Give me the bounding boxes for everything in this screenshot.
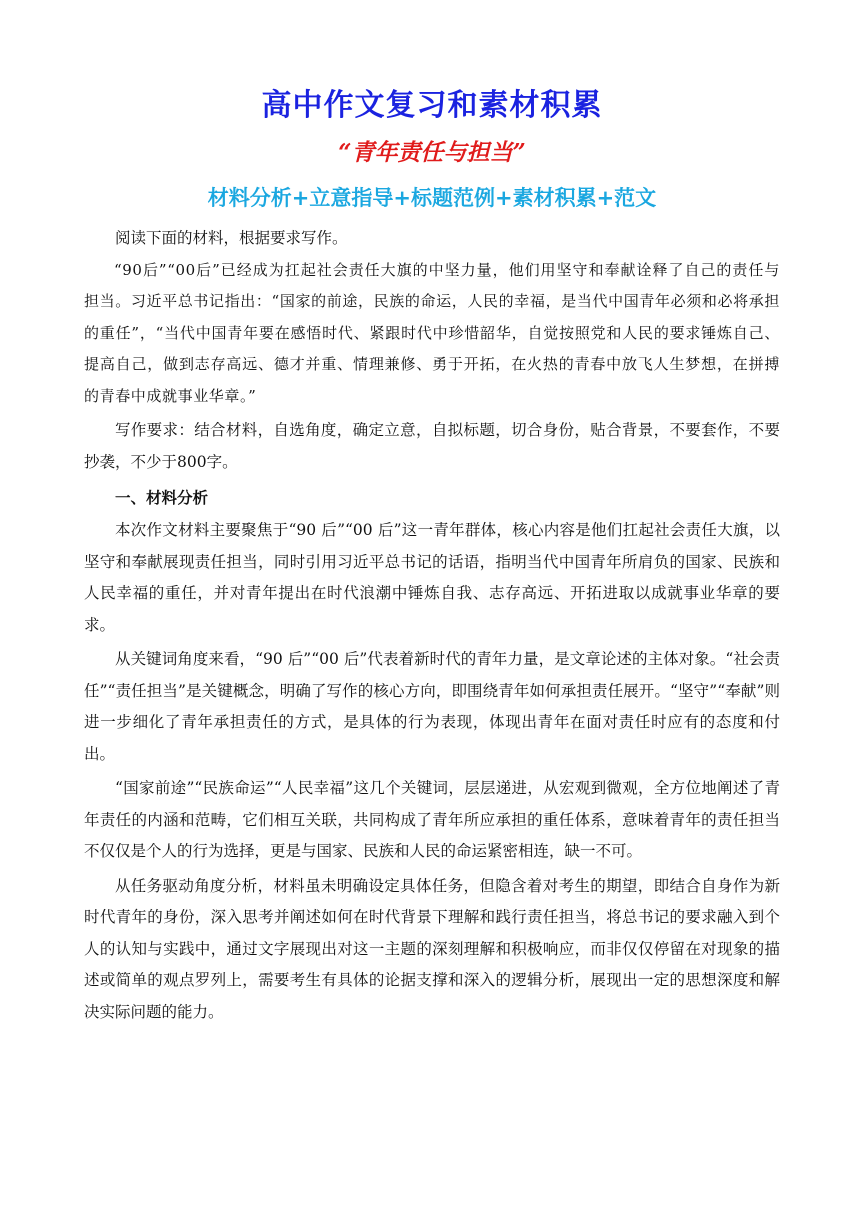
analysis-paragraph-2: 从关键词角度来看，“90 后”“00 后”代表着新时代的青年力量，是文章论述的主体对象。“社会责任”“责任担当”是关键概念，明确了写作的核心方向，即围绕青年如何承担责任展开。“坚守”“奉献”则进一步细化了青年承担责任的方式，是具体的行为表现，体现出青年在面对责任时应有的态度和付出。 <box>84 650 780 763</box>
document-title: 高中作文复习和素材积累 <box>261 88 603 123</box>
section-heading-material-analysis: 一、材料分析 <box>115 488 209 507</box>
analysis-paragraph-3: “国家前途”“民族命运”“人民幸福”这几个关键词，层层递进，从宏观到微观，全方位地阐述了青年责任的内涵和范畴，它们相互关联，共同构成了青年所应承担的重任体系，意味着青年的责任担当不仅仅是个人的行为选择，更是与国家、民族和人民的命运紧密相连，缺一不可。 <box>84 779 780 860</box>
section-overview: 材料分析+立意指导+标题范例+素材积累+范文 <box>207 186 657 210</box>
document-body <box>84 223 780 1028</box>
material-paragraph: “90后”“00后”已经成为扛起社会责任大旗的中坚力量，他们用坚守和奉献诠释了自己的责任与担当。习近平总书记指出：“国家的前途，民族的命运，人民的幸福，是当代中国青年必须和必将承担的重任”，“当代中国青年要在感悟时代、紧跟时代中珍惜韶华，自觉按照党和人民的要求锤炼自己、提高自己，做到志存高远、德才并重、情理兼修、勇于开拓，在火热的青春中放飞人生梦想，在拼搏的青春中成就事业华章。” <box>84 260 780 405</box>
requirement-paragraph: 写作要求：结合材料，自选角度，确定立意，自拟标题，切合身份，贴合背景，不要套作，不要抄袭，不少于800字。 <box>84 421 780 471</box>
instruction-paragraph: 阅读下面的材料，根据要求写作。 <box>115 229 348 247</box>
analysis-paragraph-4: 从任务驱动角度分析，材料虽未明确设定具体任务，但隐含着对考生的期望，即结合自身作为新时代青年的身份，深入思考并阐述如何在时代背景下理解和践行责任担当，将总书记的要求融入到个人的认知与实践中，通过文字展现出对这一主题的深刻理解和积极响应，而非仅仅停留在对现象的描述或简单的观点罗列上，需要考生有具体的论据支撑和深入的逻辑分析，展现出一定的思想深度和解决实际问题的能力。 <box>84 876 780 1021</box>
document-subtitle: “青年责任与担当” <box>338 139 526 166</box>
analysis-paragraph-1: 本次作文材料主要聚焦于“90 后”“00 后”这一青年群体，核心内容是他们扛起社会责任大旗，以坚守和奉献展现责任担当，同时引用习近平总书记的话语，指明当代中国青年所肩负的国家、民族和人民幸福的重任，并对青年提出在时代浪潮中锤炼自我、志存高远、开拓进取以成就事业华章的要求。 <box>84 521 780 634</box>
